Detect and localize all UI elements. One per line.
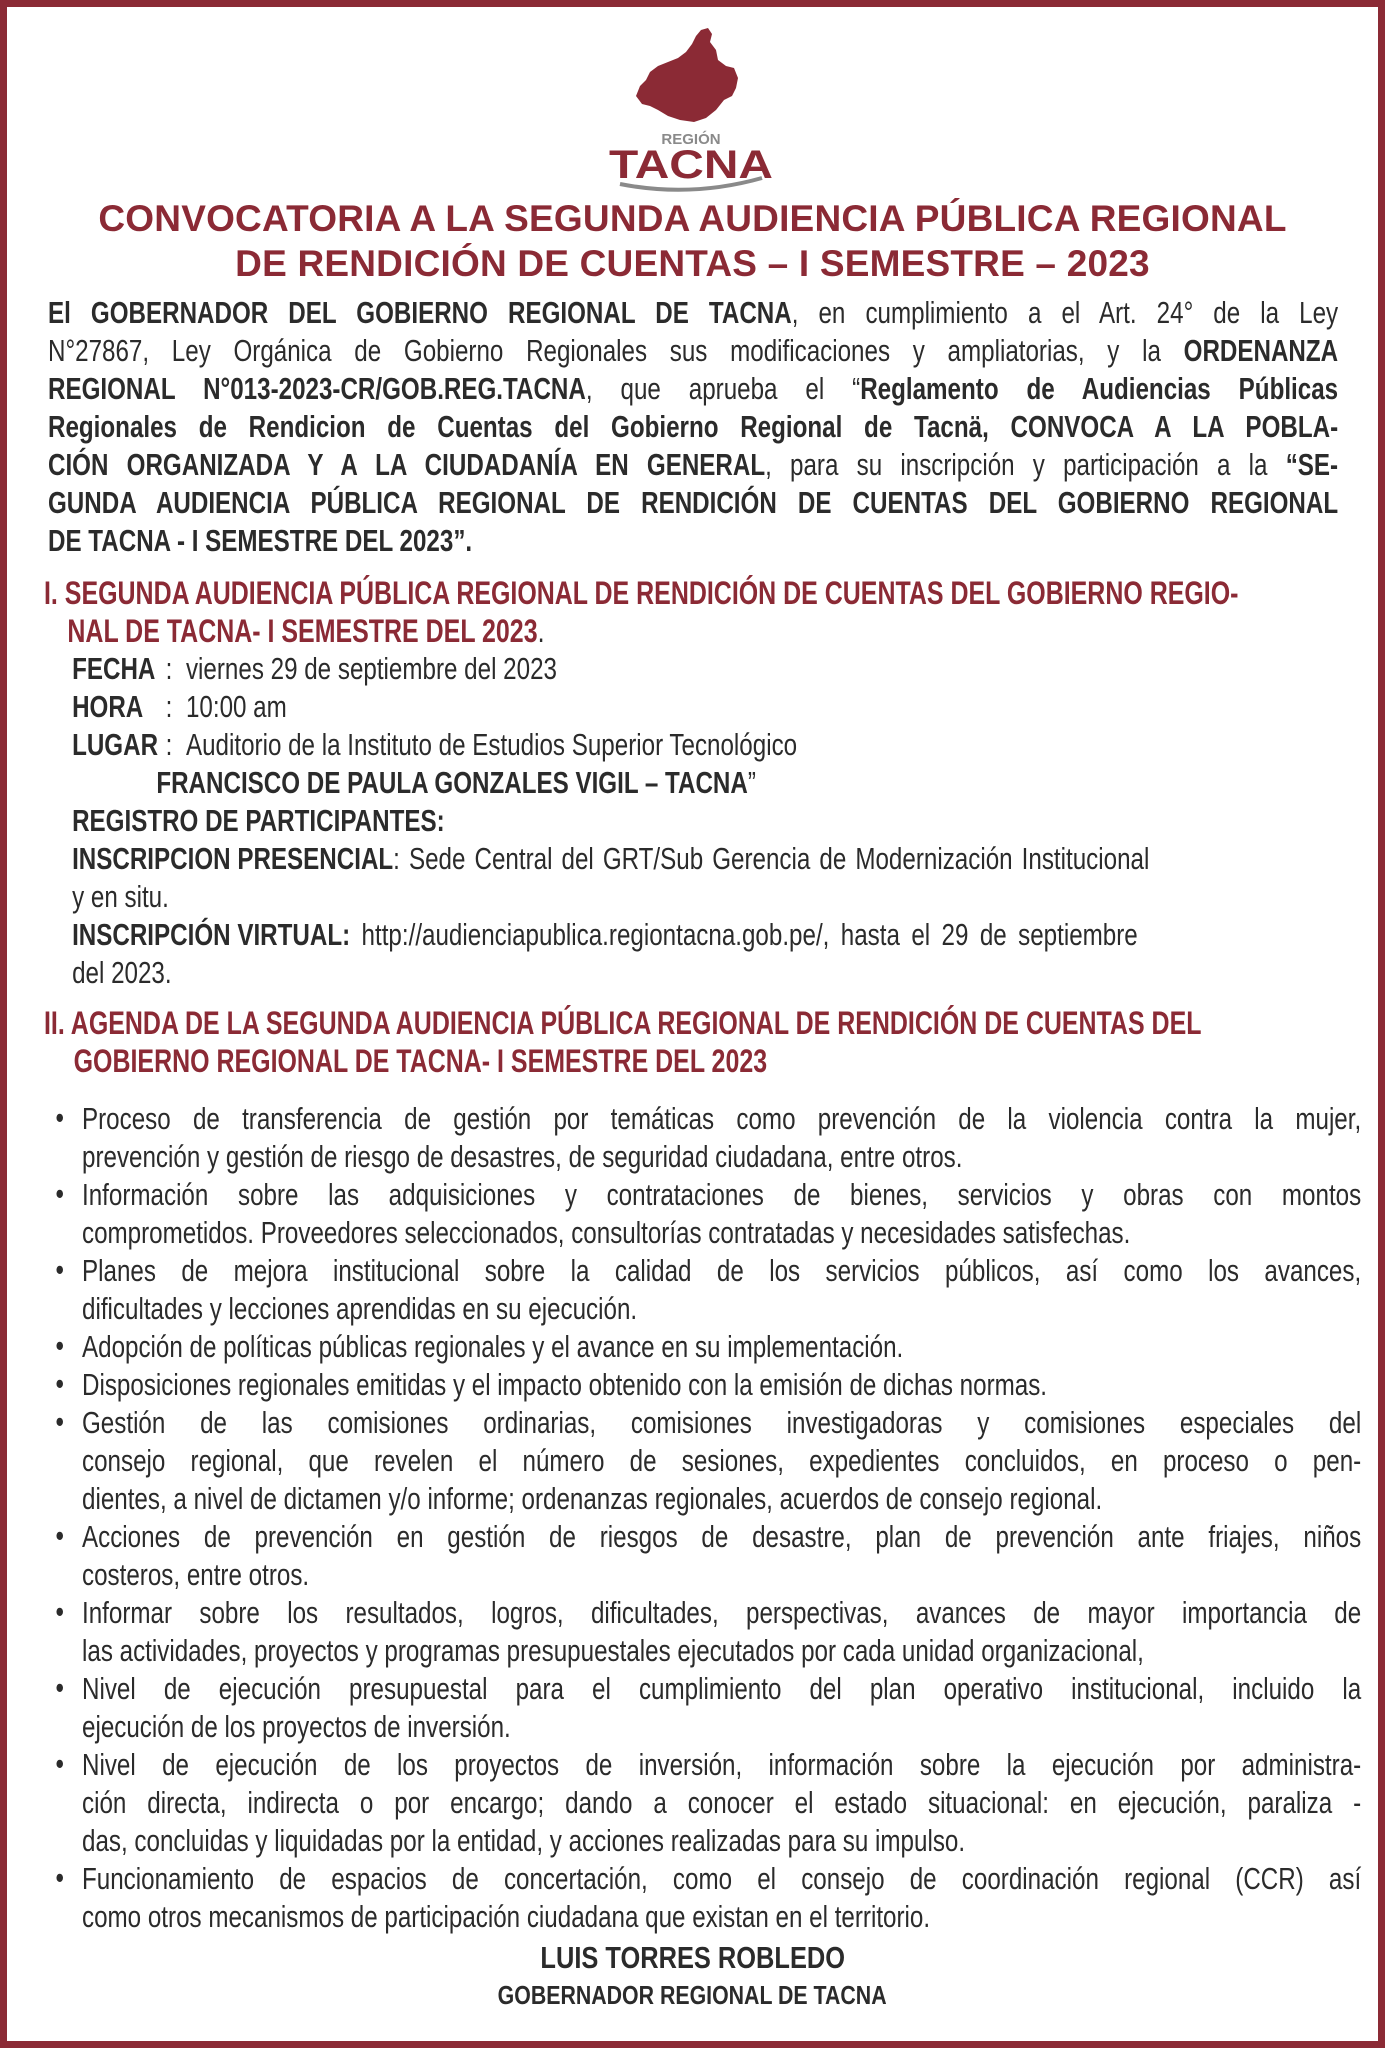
- bullet-icon: •: [55, 1670, 64, 1705]
- agenda-item: [55, 1518, 1362, 1594]
- bullet-icon: •: [55, 1860, 64, 1895]
- agenda-item-line: prevención y gestión de riesgo de desastres, de seguridad ciudadana, entre otros.: [82, 1139, 963, 1174]
- intro-line: [48, 484, 1338, 522]
- intro-segment: , en cumplimiento a el Art. 24° de la Ley: [791, 295, 1339, 330]
- presencial-value: : Sede Central del GRT/Sub Gerencia de Modernización Institucional: [393, 841, 1150, 876]
- section-1: [44, 574, 1385, 992]
- intro-segment: “SE-: [1285, 447, 1339, 482]
- fecha-colon: :: [165, 651, 173, 686]
- signature-name: LUIS TORRES ROBLEDO: [540, 1940, 845, 1975]
- lugar-colon: :: [165, 727, 173, 762]
- agenda-item-line: ejecución de los proyectos de inversión.: [82, 1709, 511, 1744]
- agenda-item: [55, 1594, 1362, 1670]
- section-2-heading-line-2: GOBIERNO REGIONAL DE TACNA- I SEMESTRE DEL 2023: [73, 1043, 768, 1079]
- fecha-label: FECHA: [72, 651, 156, 686]
- presencial-label: INSCRIPCION PRESENCIAL: [72, 841, 394, 876]
- agenda-item-line: Gestión de las comisiones ordinarias, comisiones investigadoras y comisiones especiales del: [82, 1405, 1362, 1440]
- intro-segment: El GOBERNADOR DEL GOBIERNO REGIONAL DE TACNA: [48, 295, 792, 330]
- agenda-item-line: Información sobre las adquisiciones y contrataciones de bienes, servicios y obras con montos: [82, 1177, 1362, 1212]
- lugar-line-2: FRANCISCO DE PAULA GONZALES VIGIL – TACNA: [156, 765, 748, 800]
- section-2-heading-line-1: II. AGENDA DE LA SEGUNDA AUDIENCIA PÚBLICA REGIONAL DE RENDICIÓN DE CUENTAS DEL: [44, 1005, 1202, 1041]
- bullet-icon: •: [55, 1404, 64, 1439]
- bullet-icon: •: [55, 1366, 64, 1401]
- agenda-item: [55, 1404, 1362, 1518]
- hora-colon: :: [165, 689, 173, 724]
- agenda-item-line: ción directa, indirecta o por encargo; dando a conocer el estado situacional: en ejecución, paraliza -: [82, 1785, 1362, 1820]
- bullet-icon: •: [55, 1518, 64, 1553]
- agenda-item-line: Acciones de prevención en gestión de riesgos de desastre, plan de prevención ante friajes, niños: [82, 1519, 1362, 1554]
- intro-segment: DE TACNA - I SEMESTRE DEL 2023”.: [48, 523, 473, 558]
- lugar-label: LUGAR: [72, 727, 159, 762]
- logo-region-label: REGIÓN: [661, 131, 721, 148]
- section-1-heading-line-1: I. SEGUNDA AUDIENCIA PÚBLICA REGIONAL DE RENDICIÓN DE CUENTAS DEL GOBIERNO REGIO-: [44, 575, 1239, 611]
- agenda-item-line: Disposiciones regionales emitidas y el impacto obtenido con la emisión de dichas normas.: [82, 1367, 1048, 1402]
- bullet-icon: •: [55, 1252, 64, 1287]
- title-line-2: DE RENDICIÓN DE CUENTAS – I SEMESTRE – 2023: [235, 243, 1150, 284]
- intro-line: [48, 522, 1338, 560]
- intro-segment: GUNDA AUDIENCIA PÚBLICA REGIONAL DE RENDICIÓN DE CUENTAS DEL GOBIERNO REGIONAL: [48, 485, 1339, 520]
- intro-segment: Reglamento de Audiencias Públicas: [860, 371, 1339, 406]
- agenda-item-line: Funcionamiento de espacios de concertación, como el consejo de coordinación regional (CCR) así: [82, 1861, 1362, 1896]
- agenda-item: [55, 1746, 1362, 1860]
- agenda-item: [55, 1860, 1362, 1936]
- hora-label: HORA: [72, 689, 144, 724]
- lugar-value: Auditorio de la Instituto de Estudios Superior Tecnológico: [185, 727, 798, 762]
- hora-value: 10:00 am: [185, 689, 287, 724]
- virtual-label: INSCRIPCIÓN VIRTUAL:: [72, 917, 351, 952]
- lugar-line-2-end: ”: [747, 765, 756, 800]
- intro-paragraph: [48, 294, 1338, 560]
- intro-segment: ORDENANZA: [1183, 333, 1339, 368]
- agenda-item: [55, 1328, 1361, 1366]
- agenda-item-line: Proceso de transferencia de gestión por temáticas como prevención de la violencia contra la mujer,: [82, 1101, 1362, 1136]
- bullet-icon: •: [55, 1328, 64, 1363]
- agenda-item-line: Planes de mejora institucional sobre la calidad de los servicios públicos, así como los avances,: [82, 1253, 1362, 1288]
- intro-line: [48, 446, 1338, 484]
- agenda-item-line: como otros mecanismos de participación ciudadana que existan en el territorio.: [82, 1899, 931, 1934]
- intro-line: [48, 370, 1338, 408]
- agenda-item-line: Nivel de ejecución de los proyectos de inversión, información sobre la ejecución por administra-: [82, 1747, 1362, 1782]
- intro-line: [48, 332, 1338, 370]
- bullet-icon: •: [55, 1176, 64, 1211]
- section-1-heading-line-2: NAL DE TACNA- I SEMESTRE DEL 2023: [67, 613, 538, 649]
- virtual-link[interactable]: http://audienciapublica.regiontacna.gob.pe/, hasta el 29 de septiembre: [350, 917, 1138, 952]
- agenda-item-line: Informar sobre los resultados, logros, dificultades, perspectivas, avances de mayor importancia de: [82, 1595, 1362, 1630]
- agenda-item-line: Nivel de ejecución presupuestal para el cumplimiento del plan operativo institucional, incluido la: [82, 1671, 1362, 1706]
- bullet-icon: •: [55, 1100, 64, 1135]
- agenda-item-line: comprometidos. Proveedores seleccionados, consultorías contratadas y necesidades satisfechas.: [82, 1215, 1131, 1250]
- intro-segment: CIÓN ORGANIZADA Y A LA CIUDADANÍA EN GENERAL: [48, 447, 766, 482]
- agenda-item-line: las actividades, proyectos y programas presupuestales ejecutados por cada unidad organizacional,: [82, 1633, 1144, 1668]
- bullet-icon: •: [55, 1746, 64, 1781]
- fecha-value: viernes 29 de septiembre del 2023: [185, 651, 557, 686]
- intro-segment: Regionales de Rendicion de Cuentas del Gobierno Regional de Tacnä, CONVOCA A LA POBLA-: [48, 409, 1339, 444]
- agenda-item-line: das, concluidas y liquidadas por la entidad, y acciones realizadas para su impulso.: [82, 1823, 966, 1858]
- agenda-list: [55, 1100, 1385, 1936]
- presencial-line-2: y en situ.: [72, 879, 169, 914]
- intro-segment: , para su inscripción y participación a la: [765, 447, 1286, 482]
- intro-segment: , que aprueba el “: [585, 371, 861, 406]
- agenda-item-line: Adopción de políticas públicas regionales y el avance en su implementación.: [82, 1329, 904, 1364]
- title-line-1: CONVOCATORIA A LA SEGUNDA AUDIENCIA PÚBLICA REGIONAL: [98, 198, 1287, 239]
- registro-label: REGISTRO DE PARTICIPANTES:: [72, 803, 445, 838]
- intro-line: [48, 294, 1338, 332]
- agenda-item-line: dificultades y lecciones aprendidas en su ejecución.: [82, 1291, 638, 1326]
- agenda-item: [55, 1176, 1362, 1252]
- intro-line: [48, 408, 1338, 446]
- signature-role: GOBERNADOR REGIONAL DE TACNA: [498, 1980, 887, 2010]
- bullet-icon: •: [55, 1594, 64, 1629]
- agenda-item: [55, 1366, 1361, 1404]
- agenda-item-line: consejo regional, que revelen el número de sesiones, expedientes concluidos, en proceso o pen-: [82, 1443, 1362, 1478]
- section-1-heading-end: .: [537, 613, 545, 649]
- section-2: [44, 1004, 1385, 1080]
- virtual-line-2: del 2023.: [72, 955, 172, 990]
- region-tacna-logo: [606, 26, 776, 194]
- agenda-item-line: costeros, entre otros.: [82, 1557, 310, 1592]
- agenda-item: [55, 1100, 1362, 1176]
- intro-segment: N°27867, Ley Orgánica de Gobierno Regionales sus modificaciones y ampliatorias, y la: [48, 333, 1184, 368]
- tacna-map-icon: [606, 26, 776, 194]
- agenda-item: [55, 1670, 1362, 1746]
- intro-segment: REGIONAL N°013-2023-CR/GOB.REG.TACNA: [48, 371, 586, 406]
- agenda-item: [55, 1252, 1362, 1328]
- agenda-item-line: dientes, a nivel de dictamen y/o informe; ordenanzas regionales, acuerdos de consejo regional.: [82, 1481, 1103, 1516]
- logo-name: TACNA: [609, 143, 773, 187]
